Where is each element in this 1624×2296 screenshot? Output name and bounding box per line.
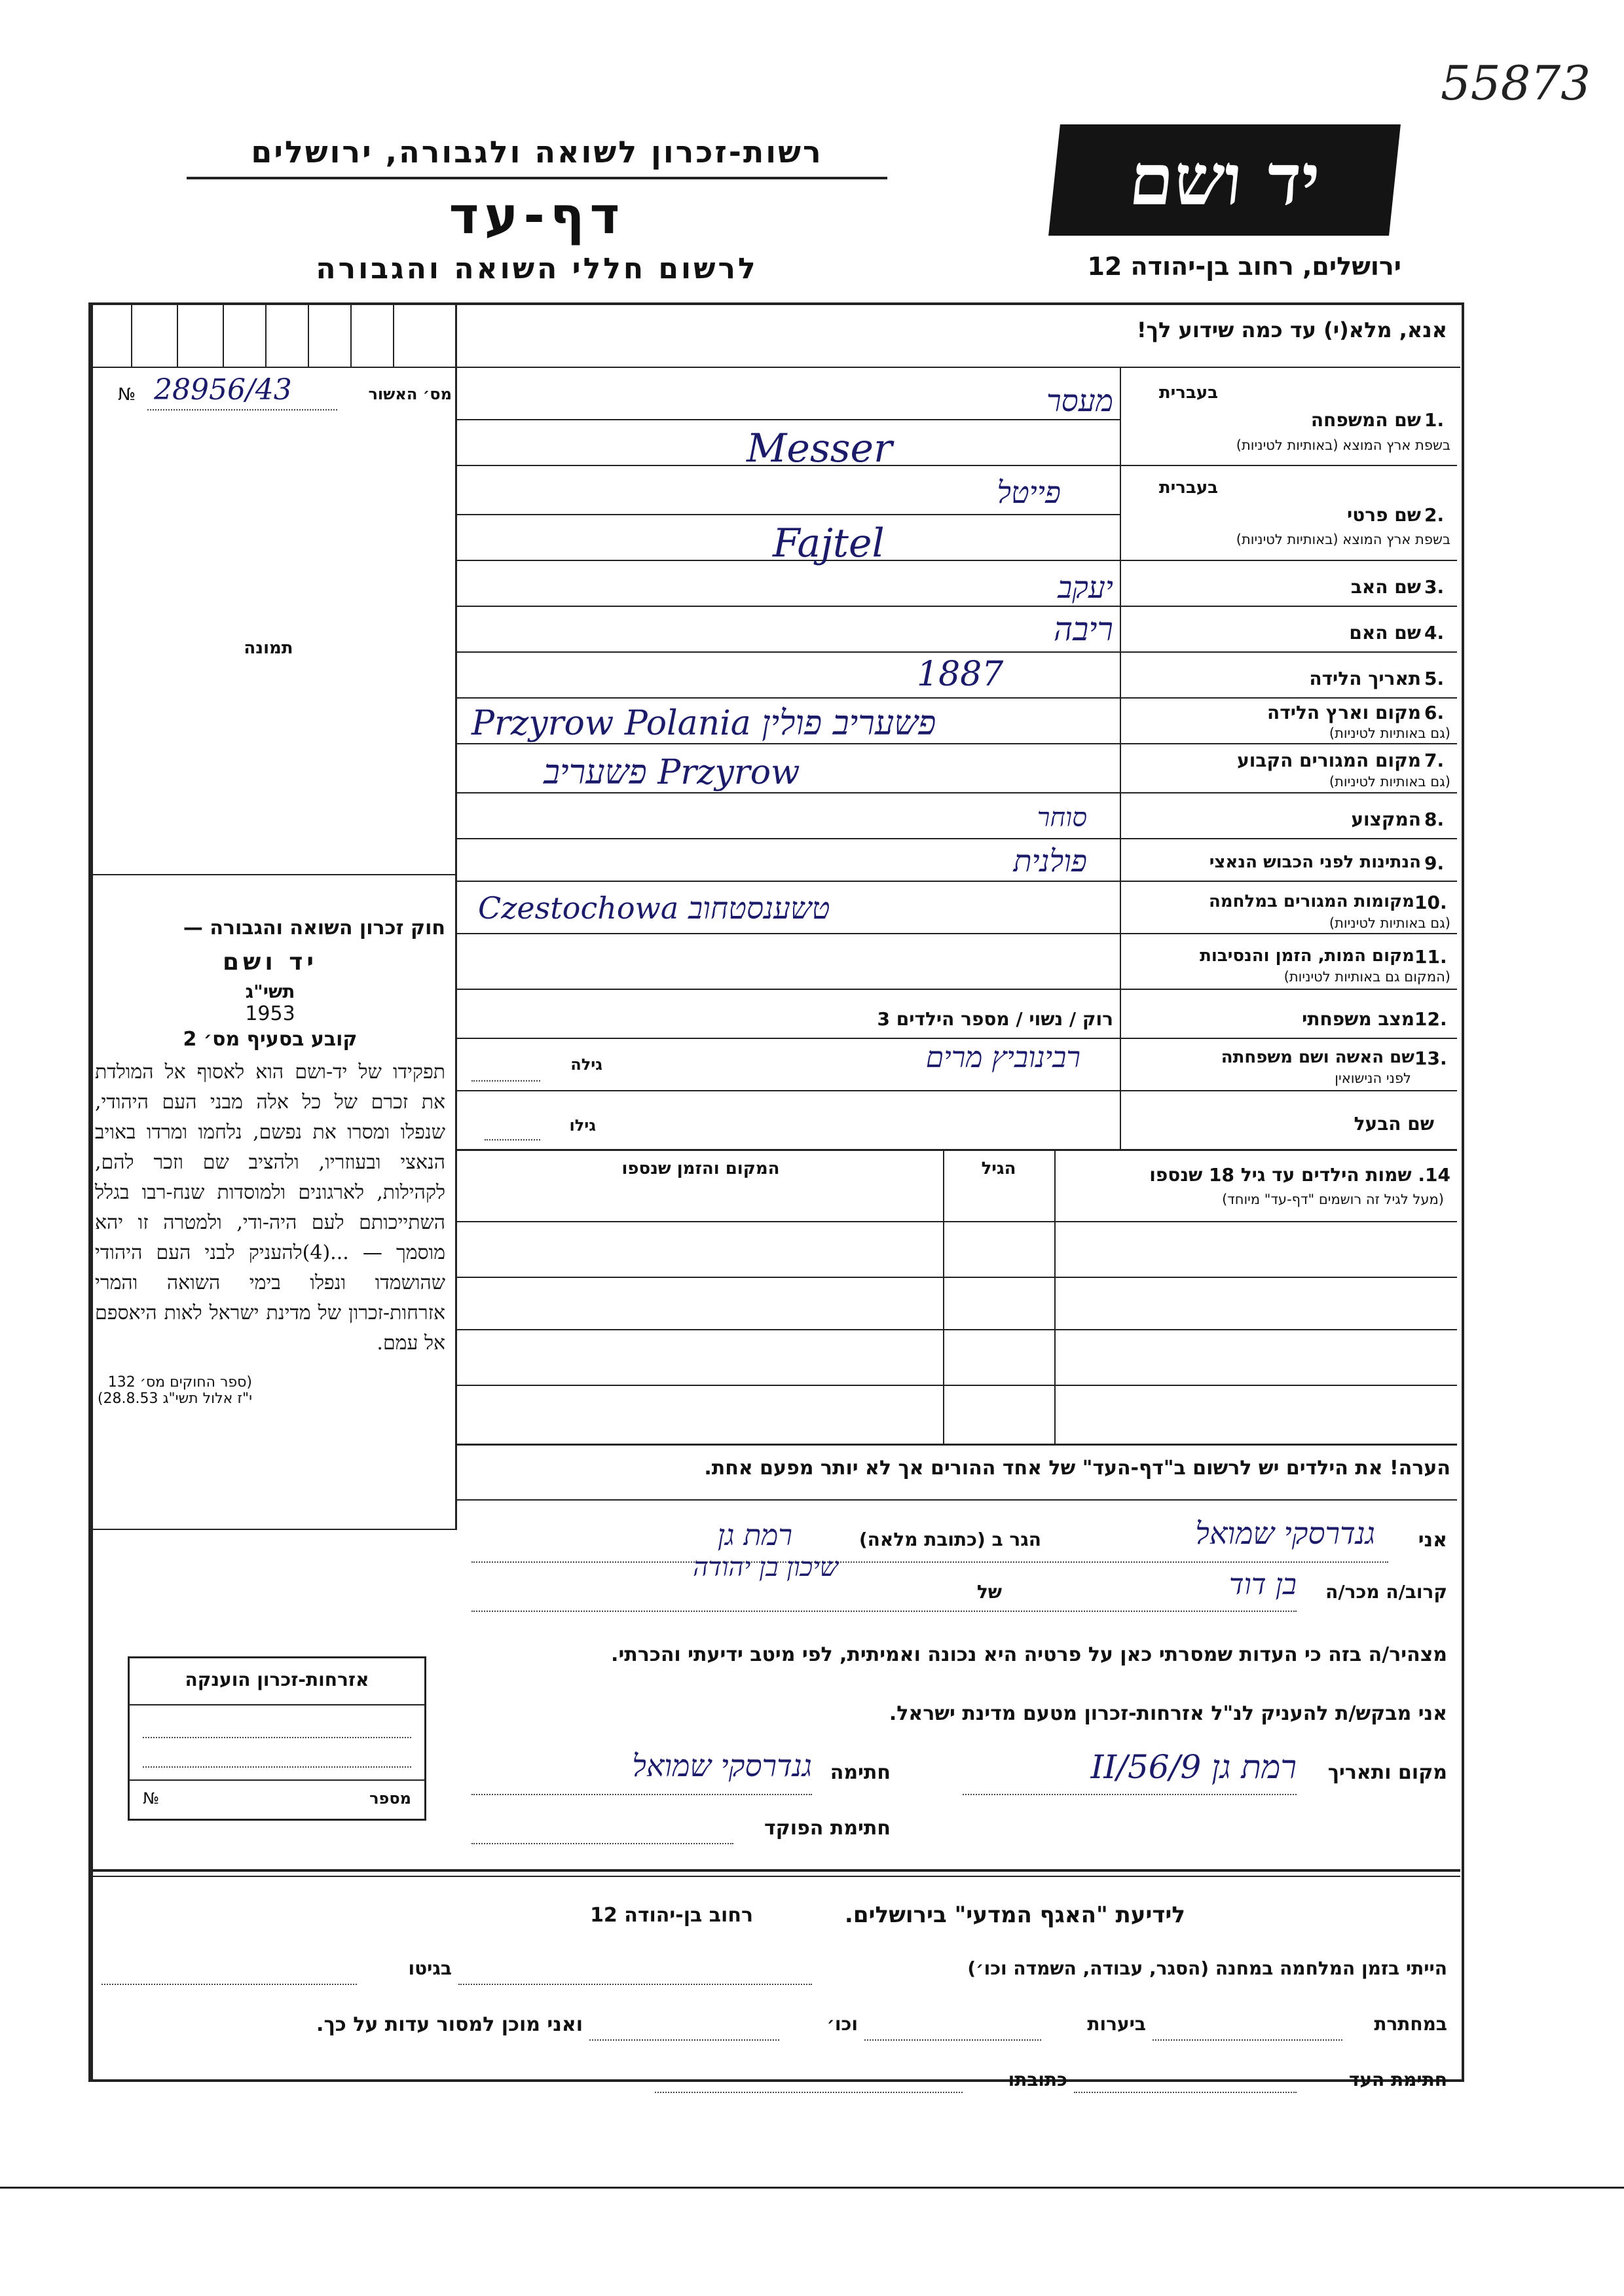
field-12-label: מצב משפחתי xyxy=(1302,1008,1414,1030)
declarant-line2-address: שיכון בן יהודה xyxy=(693,1552,838,1582)
declarant-line2-mid: של xyxy=(976,1581,1002,1603)
header-address: ירושלים, רחוב בן-יהודה 12 xyxy=(1087,252,1401,281)
field-7-label: מקום המגורים הקבוע xyxy=(1237,750,1421,771)
field-4-label: שם האם xyxy=(1349,622,1421,644)
law-year-hebrew: תשי"ג xyxy=(245,981,295,1002)
declaration-text: מצהיר/ה בזה כי העדות שמסרתי כאן על פרטיה היא נכונה ואמיתית, לפי מיטב ידיעתי והכרתי. xyxy=(611,1643,1447,1666)
registration-number: 28956/43 xyxy=(154,373,292,407)
official-signature-label: חתימת הפוקד xyxy=(764,1817,891,1840)
field-8-number: 8. xyxy=(1424,809,1445,830)
field-11-label: מקום המות, הזמן והנסיבות xyxy=(1200,946,1414,966)
field-5-number: 5. xyxy=(1424,668,1445,689)
field-5-value: 1887 xyxy=(917,655,1004,694)
citizenship-box xyxy=(128,1656,426,1821)
footer-title: לידיעת "האגף המדעי" בירושלים. xyxy=(844,1902,1185,1928)
yad-vashem-logo xyxy=(1048,124,1401,236)
declarant-line1-mid: הגר ב (כתובת מלאה) xyxy=(858,1529,1041,1550)
place-date-value: רמת גן 9/II/56 xyxy=(1090,1748,1297,1786)
field-13-sub: לפני הנישואין xyxy=(1335,1070,1411,1086)
footer-line3-b: כתובתו xyxy=(1008,2069,1067,2090)
law-logo: יד ושם xyxy=(222,949,318,975)
field-7-number: 7. xyxy=(1424,750,1445,771)
field-10-sub: (גם באותיות לטיניות) xyxy=(1329,915,1450,931)
field-1-number: 1. xyxy=(1424,409,1445,431)
field-5-label: תאריך הלידה xyxy=(1309,668,1421,689)
field-6-label: מקום וארץ הלידה xyxy=(1267,702,1421,723)
law-heading: חוק זכרון השואה והגבורה — xyxy=(183,917,445,939)
field-13-number: 13. xyxy=(1414,1048,1447,1069)
field-2-label: שם פרטי xyxy=(1346,504,1421,526)
note-text: הערה! את הילדים יש לרשום ב"דף-העד" של אחד ההורים אך לא יותר מפעם אחת. xyxy=(704,1457,1450,1480)
field-2-number: 2. xyxy=(1424,504,1445,526)
field-6-number: 6. xyxy=(1424,702,1445,723)
field-3-label: שם האב xyxy=(1350,576,1421,598)
footer-line1: הייתי בזמן המלחמה במחנה (הסגר, עבודה, השמדה וכו׳) xyxy=(967,1958,1447,1979)
field-7-sub: (גם באותיות לטיניות) xyxy=(1329,774,1450,790)
citizenship-title: אזרחות-זכרון הוענקה xyxy=(185,1669,369,1690)
field-2-value-latin: Fajtel xyxy=(773,520,885,566)
signature-label: חתימה xyxy=(830,1761,891,1784)
declarant-name: גנדרסקי שמואל xyxy=(1195,1516,1375,1551)
field-6-sub: (גם באותיות לטיניות) xyxy=(1329,725,1450,741)
declarant-relation: בן דוד xyxy=(1228,1568,1297,1601)
footer-line3-a: חתימת העד xyxy=(1348,2069,1447,2090)
field-11-number: 11. xyxy=(1414,946,1447,968)
authority-line: רשות-זכרון לשואה ולגבורה, ירושלים xyxy=(251,134,823,170)
field-1-label: שם המשפחה xyxy=(1310,409,1421,431)
field-11-sub: (המקום גם באותיות לטיניות) xyxy=(1283,969,1450,985)
footer-line1-end: בגיטו xyxy=(408,1958,452,1979)
husband-label: שם הבעל xyxy=(1354,1113,1434,1135)
field-12-value: רוק / נשוי / מספר הילדים 3 xyxy=(877,1008,1113,1030)
field-8-value: סוחר xyxy=(1037,803,1087,833)
declarant-line2-prefix: קרוב/ה מכר/ה xyxy=(1325,1581,1447,1603)
field-2-sub: בשפת ארץ המוצא (באותיות לטיניות) xyxy=(1236,532,1450,547)
citizenship-no-symbol: № xyxy=(143,1789,159,1808)
field-13-value: רבינוביץ מרים xyxy=(925,1041,1080,1074)
footer-line2-c: וכו׳ xyxy=(826,2013,858,2035)
law-clause: קובע בסעיף מס׳ 2 xyxy=(183,1028,358,1051)
declarant-address: רמת גן xyxy=(717,1519,792,1552)
field-8-label: המקצוע xyxy=(1351,809,1421,830)
field-13-label: שם האשה ושם משפחתה xyxy=(1221,1048,1414,1067)
declarant-line1-prefix: אני xyxy=(1418,1529,1447,1552)
field-10-label: מקומות המגורים במלחמה xyxy=(1208,892,1414,911)
field-4-number: 4. xyxy=(1424,622,1445,644)
registration-no-symbol: № xyxy=(118,385,136,405)
field-1-value-latin: Messer xyxy=(747,426,893,471)
field-1-sub: בשפת ארץ המוצא (באותיות לטיניות) xyxy=(1236,437,1450,453)
field-7-value: פשעריב Przyrow xyxy=(544,753,800,792)
field-4-value: ריבה xyxy=(1053,610,1113,648)
husband-age-label: גילו xyxy=(569,1116,596,1135)
field-2-value-hebrew: פייטל xyxy=(997,475,1061,510)
footer-line2-a: במחתרת xyxy=(1374,2013,1447,2035)
photo-label: תמונה xyxy=(244,638,293,658)
children-col-place: המקום והזמן שנספו xyxy=(621,1159,780,1178)
form-title: דף-עד xyxy=(449,187,625,246)
field-13-age-label: גילה xyxy=(570,1055,602,1074)
law-year: 1953 xyxy=(245,1002,295,1025)
law-text: תפקידו של יד-ושם הוא לאסוף אל המולדת את זכרם של כל אלה מבני העם היהודי, שנפלו ומסרו את נפשם, נלחמו ומרדו באויב הנאצי ובעוזריו, ולהציב שם וזכר להם, לקהילות, לארגונים ולמוסדות שנח-רבו בגלל השתייכותם לעם היה-ודי, ולמטרה זו יהא מוסמך — ...(4)להעניק לבני העם היהודי שהושמדו ונפלו בימי השואה והמרי אזרחות-זכרון של מדינת ישראל לאות היאספם אל עמם. xyxy=(95,1061,446,1355)
citizenship-number-label: מספר xyxy=(369,1789,411,1808)
field-9-value: פולנית xyxy=(1013,843,1087,879)
footer-line2-end: ואני מוכן למסור עדות על כך. xyxy=(316,2013,583,2036)
field-2-hebrew-tag: בעברית xyxy=(1158,478,1218,498)
children-table-sub: (מעל לגיל זה רושמים "דף-עד" מיוחד) xyxy=(1222,1192,1444,1207)
archive-stamp-number: 55873 xyxy=(1441,56,1591,111)
children-col-age: הגיל xyxy=(981,1159,1016,1178)
field-6-value: Przyrow Polania פשעריב פולין xyxy=(471,704,936,743)
field-10-number: 10. xyxy=(1414,892,1447,913)
field-10-value: Czestochowa טשענסטחוב xyxy=(478,890,830,926)
signature-value: גנדרסקי שמואל xyxy=(632,1748,812,1783)
request-text: אני מבקש/ת להעניק לנ"ל אזרחות-זכרון מטעם מדינת ישראל. xyxy=(889,1702,1447,1725)
field-3-value: יעקב xyxy=(1058,570,1113,605)
logo-text: יד ושם xyxy=(1125,139,1324,221)
field-3-number: 3. xyxy=(1424,576,1445,598)
law-box xyxy=(95,917,445,1407)
field-9-label: הנתינות לפני הכבוש הנאצי xyxy=(1209,852,1421,872)
law-citation: (ספר החוקים מס׳ 132 י"ז אלול תשי"ג 28.8.53) xyxy=(97,1374,252,1407)
footer-line2-b: ביערות xyxy=(1087,2013,1146,2035)
field-9-number: 9. xyxy=(1424,852,1445,874)
registration-label: מס׳ האשור xyxy=(368,385,452,403)
form-subtitle: לרשום חללי השואה והגבורה xyxy=(316,252,758,285)
children-table-label: 14. שמות הילדים עד גיל 18 שנספו xyxy=(1149,1164,1450,1186)
instruction-text: אנא, מלא(י) עד כמה שידוע לך! xyxy=(1136,318,1447,342)
place-date-label: מקום ותאריך xyxy=(1327,1761,1447,1784)
field-1-value-hebrew: מעסר xyxy=(1046,383,1113,418)
field-12-number: 12. xyxy=(1414,1008,1447,1030)
footer-address: רחוב בן-יהודה 12 xyxy=(590,1904,753,1927)
field-1-hebrew-tag: בעברית xyxy=(1158,383,1218,403)
